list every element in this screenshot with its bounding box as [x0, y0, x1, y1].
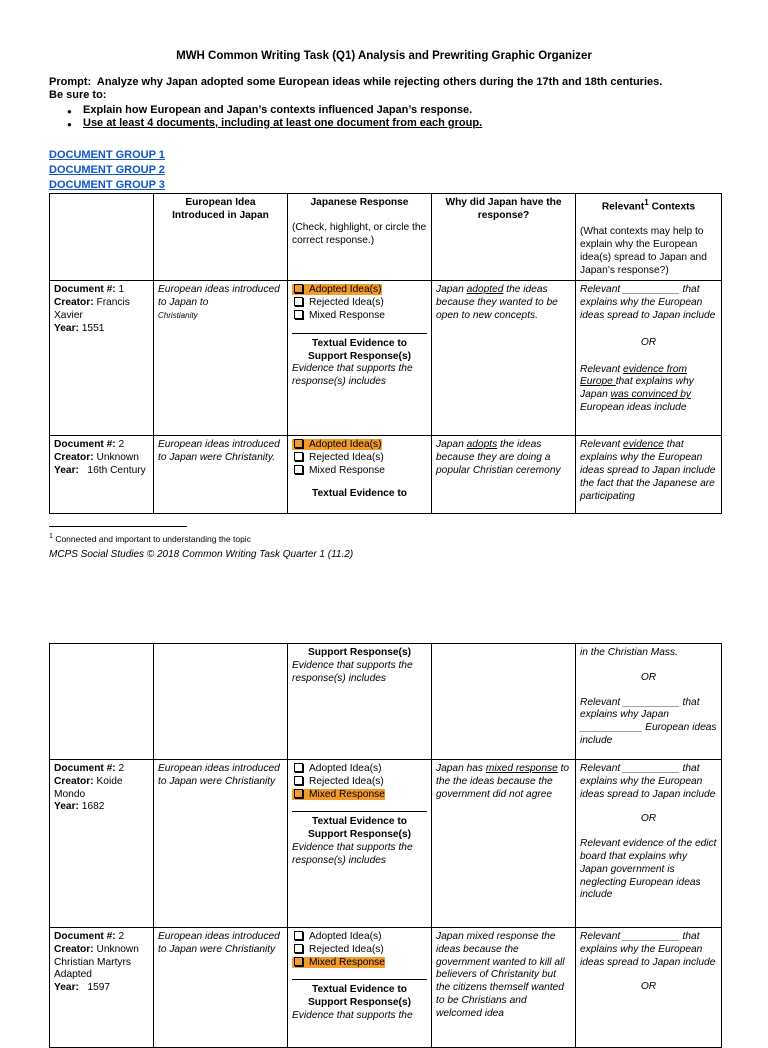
be-sure-label: Be sure to:	[49, 89, 107, 101]
context-text: Relevant __________ that explains why the European ideas spread to Japan include	[580, 763, 716, 800]
textual-evidence-heading: Textual Evidence to	[312, 487, 407, 499]
creator-value: Unknown	[96, 452, 139, 464]
why-text: Japan	[436, 439, 467, 451]
table-row	[50, 928, 722, 1048]
context-part: was convinced by	[610, 389, 692, 401]
document-info	[50, 436, 154, 514]
textual-evidence-heading: Support Response(s)	[307, 647, 411, 658]
context-part: evidence	[623, 439, 664, 451]
textual-evidence-heading: Textual Evidence to Support Response(s)	[292, 333, 427, 364]
doc-label: Document #:	[54, 931, 116, 942]
why-text: adopted	[466, 284, 504, 296]
table-row	[50, 436, 722, 514]
header-european-idea: European Idea Introduced in Japan	[154, 194, 288, 281]
european-idea-cell	[154, 644, 288, 760]
creator-label: Creator:	[54, 775, 94, 787]
why-text: adopts	[466, 439, 498, 451]
creator-label: Creator:	[54, 943, 94, 955]
checkbox-icon	[294, 931, 303, 940]
checkbox-adopted[interactable]	[292, 763, 427, 776]
checkbox-adopted[interactable]	[292, 439, 427, 452]
context-cell	[576, 436, 722, 514]
table-row	[50, 281, 722, 436]
header-why: Why did Japan have the response?	[432, 194, 576, 281]
prompt-bullets	[49, 104, 729, 130]
document-info	[50, 928, 154, 1048]
why-cell	[432, 644, 576, 760]
why-cell	[432, 760, 576, 928]
link-document-group-1[interactable]: DOCUMENT GROUP 1	[49, 149, 165, 161]
creator-value: Francis Xavier	[54, 297, 130, 321]
year-value: 1682	[81, 801, 105, 813]
textual-evidence-heading: Textual Evidence to Support Response(s)	[292, 811, 427, 842]
european-idea-cell: European ideas introduced to Japan were Christianity	[154, 928, 288, 1048]
doc-number: 1	[118, 284, 125, 296]
prompt-text: Analyze why Japan adopted some European ideas while rejecting others during the 17th and 18th centuries.	[96, 76, 663, 88]
header-japanese-response	[288, 194, 432, 281]
checkbox-rejected[interactable]	[292, 944, 427, 957]
response-cell	[288, 281, 432, 436]
context-cell	[576, 644, 722, 760]
year-value: 1597	[87, 982, 111, 994]
checkbox-rejected[interactable]	[292, 297, 427, 310]
year-label: Year:	[54, 801, 79, 813]
doc-number: 2	[118, 439, 125, 451]
european-idea-cell: European ideas introduced to Japan were Christanity.	[154, 436, 288, 514]
context-cell	[576, 760, 722, 928]
checkbox-checked-icon	[294, 789, 303, 798]
response-cell	[288, 644, 432, 760]
evidence-text: Evidence that supports the response(s) includes	[292, 363, 413, 388]
european-idea-cell: European ideas introduced to Japan were Christianity	[154, 760, 288, 928]
footnote-marker: 1	[49, 532, 53, 540]
year-label: Year:	[54, 464, 79, 476]
evidence-text: Evidence that supports the response(s) includes	[292, 841, 413, 866]
checkbox-label: Adopted Idea(s)	[309, 931, 382, 942]
context-text: Relevant __________ that explains why Japan ___________ European ideas include	[580, 696, 717, 746]
checkbox-label: Adopted Idea(s)	[309, 763, 382, 774]
or-separator: OR	[640, 671, 657, 683]
checkbox-label: Adopted Idea(s)	[309, 284, 382, 296]
context-text: in the Christian Mass.	[580, 647, 678, 658]
checkbox-icon	[294, 776, 303, 785]
document-group-links	[49, 148, 165, 193]
bullet-item: ● Use at least 4 documents, including at least one document from each group.	[67, 117, 729, 130]
checkbox-mixed[interactable]	[292, 789, 427, 802]
or-separator: OR	[640, 813, 657, 825]
context-part: that explains why the European ideas spread to Japan include the fact that the Japanese are participating	[580, 439, 716, 502]
checkbox-icon	[294, 763, 303, 772]
document-info	[50, 644, 154, 760]
document-info	[50, 281, 154, 436]
or-separator: OR	[640, 981, 657, 993]
why-text: mixed response	[485, 763, 558, 774]
why-text: Japan	[436, 284, 467, 296]
context-part: that explains why Japan	[580, 376, 694, 401]
year-label: Year:	[54, 322, 79, 334]
checkbox-icon	[294, 297, 303, 306]
doc-label: Document #:	[54, 439, 116, 451]
checkbox-label: Mixed Response	[309, 464, 385, 476]
checkbox-label: Rejected Idea(s)	[309, 943, 384, 955]
evidence-text: Evidence that supports the	[292, 1009, 413, 1021]
checkbox-icon	[294, 452, 303, 461]
page-title: MWH Common Writing Task (Q1) Analysis and Prewriting Graphic Organizer	[176, 50, 592, 62]
checkbox-label: Adopted Idea(s)	[309, 439, 382, 451]
context-text: Relevant __________ that explains why the European ideas spread to Japan include	[580, 284, 716, 321]
footnote-divider	[49, 526, 187, 527]
context-text	[580, 364, 717, 415]
checkbox-icon	[294, 465, 303, 474]
link-document-group-3[interactable]: DOCUMENT GROUP 3	[49, 179, 165, 191]
european-idea-cell	[154, 281, 288, 436]
doc-number: 2	[118, 931, 125, 942]
checkbox-label: Rejected Idea(s)	[309, 452, 384, 464]
checkbox-adopted[interactable]	[292, 284, 427, 297]
footnote	[49, 532, 251, 544]
doc-number: 2	[118, 763, 125, 774]
checkbox-label: Rejected Idea(s)	[309, 297, 384, 309]
why-cell	[432, 281, 576, 436]
context-text: Relevant __________ that explains why the European ideas spread to Japan include	[580, 931, 716, 968]
textual-evidence-heading: Textual Evidence to Support Response(s)	[292, 979, 427, 1010]
year-value: 1551	[81, 322, 105, 334]
checkbox-checked-icon	[294, 439, 303, 448]
header-text: Relevant	[601, 201, 645, 213]
or-separator: OR	[640, 336, 657, 348]
header-text: Contexts	[648, 201, 696, 213]
header-note: (Check, highlight, or circle the correct response.)	[292, 221, 427, 246]
why-cell: Japan mixed response the ideas because the government wanted to kill all believers of Christanity but the citizens themself wanted to be Christians and welcomed idea	[432, 928, 576, 1048]
response-cell	[288, 436, 432, 514]
why-text: the ideas because they wanted to be open to new concepts.	[436, 284, 558, 321]
checkbox-mixed[interactable]	[292, 310, 427, 323]
bullet-item: ● Explain how European and Japan’s contexts influenced Japan’s response.	[67, 104, 729, 117]
prompt-section	[49, 76, 729, 130]
context-part: Relevant	[580, 439, 624, 451]
organizer-table-page-1	[49, 193, 722, 514]
checkbox-checked-icon	[294, 957, 303, 966]
evidence-text: Evidence that supports the response(s) includes	[292, 659, 413, 684]
header-label: Japanese Response	[310, 197, 409, 208]
creator-label: Creator:	[54, 452, 94, 464]
why-text: the ideas because they are doing a popular Christian ceremony	[436, 439, 561, 476]
checkbox-mixed[interactable]	[292, 957, 427, 970]
year-value: 16th Century	[87, 464, 146, 476]
checkbox-label: Mixed Response	[309, 956, 385, 968]
prompt-label: Prompt:	[49, 76, 92, 88]
doc-label: Document #:	[54, 763, 116, 774]
checkbox-adopted[interactable]	[292, 931, 427, 944]
checkbox-label: Mixed Response	[309, 309, 385, 321]
checkbox-checked-icon	[294, 284, 303, 293]
table-header-row	[50, 194, 722, 281]
header-label	[580, 197, 717, 214]
creator-value: Unknown Christian Martyrs Adapted	[54, 943, 139, 981]
idea-text: European ideas introduced to Japan to	[158, 284, 280, 309]
checkbox-icon	[294, 944, 303, 953]
header-relevant-contexts	[576, 194, 722, 281]
context-part: evidence from Europe	[580, 363, 688, 388]
header-empty	[50, 194, 154, 281]
header-note: (What contexts may help to explain why the European idea(s) spread to Japan and Japan’s response?)	[580, 226, 707, 276]
context-text: Relevant evidence of the edict board that explains why Japan government is neglecting European ideas include	[580, 838, 717, 901]
context-cell	[576, 281, 722, 436]
page-footer: MCPS Social Studies © 2018 Common Writing Task Quarter 1 (11.2)	[49, 549, 354, 560]
doc-label: Document #:	[54, 284, 116, 296]
context-part: Relevant	[580, 363, 624, 375]
checkbox-label: Mixed Response	[309, 788, 385, 800]
footnote-ref: 1	[644, 198, 649, 207]
link-document-group-2[interactable]: DOCUMENT GROUP 2	[49, 164, 165, 176]
footnote-text: Connected and important to understanding the topic	[55, 533, 251, 544]
checkbox-rejected[interactable]	[292, 776, 427, 789]
why-text: to the the ideas because the government did not agree	[436, 763, 570, 800]
checkbox-icon	[294, 310, 303, 319]
checkbox-label: Rejected Idea(s)	[309, 775, 384, 787]
response-cell	[288, 928, 432, 1048]
context-part: European ideas include	[580, 401, 687, 413]
checkbox-rejected[interactable]	[292, 452, 427, 465]
response-cell	[288, 760, 432, 928]
table-row	[50, 644, 722, 760]
why-text: Japan has	[436, 763, 486, 774]
creator-label: Creator:	[54, 297, 94, 309]
checkbox-mixed[interactable]	[292, 465, 427, 478]
organizer-table-page-2	[49, 643, 722, 1048]
document-info	[50, 760, 154, 928]
creator-value: Koide Mondo	[54, 775, 123, 800]
idea-text: Christianity	[158, 310, 198, 320]
year-label: Year:	[54, 982, 79, 994]
why-cell	[432, 436, 576, 514]
context-cell	[576, 928, 722, 1048]
table-row	[50, 760, 722, 928]
